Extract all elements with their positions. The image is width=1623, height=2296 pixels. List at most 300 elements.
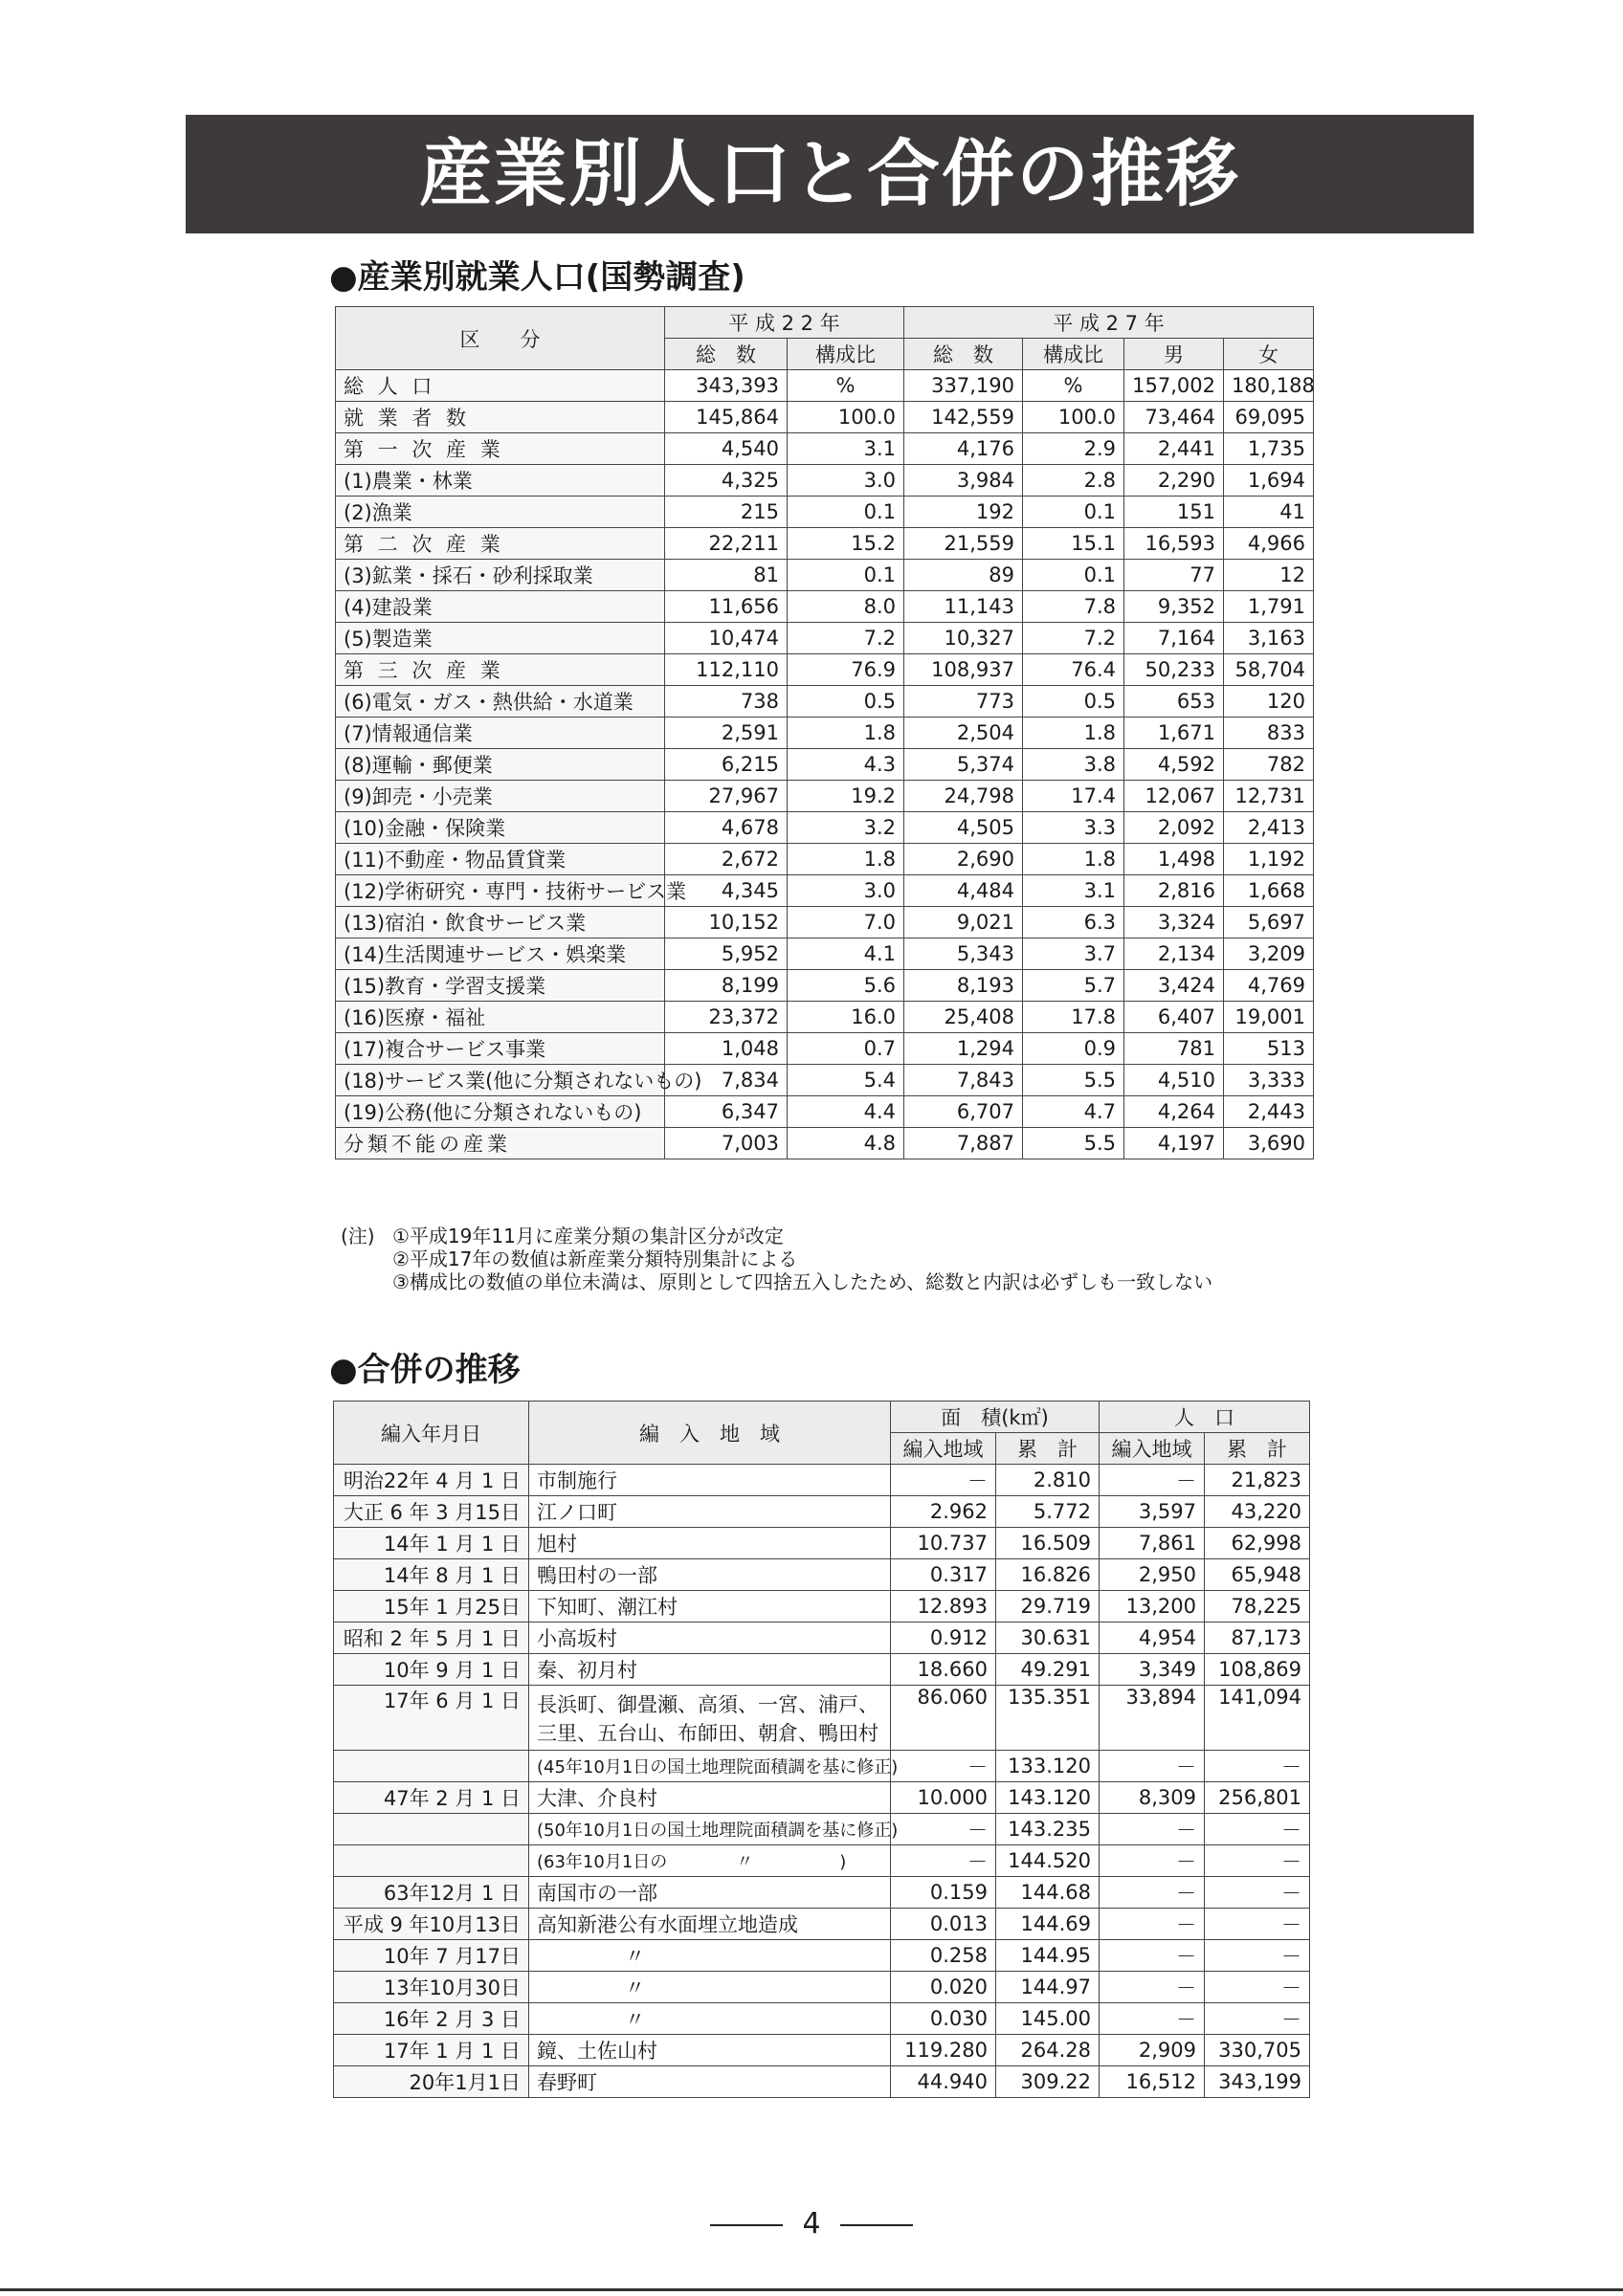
h27-female: 12 [1224, 560, 1314, 591]
h27-female: 833 [1224, 718, 1314, 749]
h27-total: 4,484 [904, 875, 1023, 907]
h27-ratio: 0.1 [1023, 497, 1124, 528]
merger-a-cum: 144.97 [996, 1972, 1100, 2003]
merger-a-cum: 5.772 [996, 1496, 1100, 1528]
h27-female: 2,413 [1224, 812, 1314, 844]
merger-a-in: 18.660 [891, 1654, 996, 1686]
bottom-rule [0, 2288, 1623, 2291]
table-row [336, 528, 1314, 560]
h22-ratio: 3.0 [788, 465, 904, 497]
h22-total: 4,325 [665, 465, 788, 497]
page-title-banner [186, 115, 1474, 233]
h27-male: 2,134 [1124, 938, 1224, 970]
h27-male: 6,407 [1124, 1002, 1224, 1033]
h27-male: 3,324 [1124, 907, 1224, 938]
table-row [334, 1972, 1310, 2003]
h22-total: 5,952 [665, 938, 788, 970]
table-row [334, 1940, 1310, 1972]
industry-label: (3)鉱業・採石・砂利採取業 [336, 560, 665, 591]
table-row [336, 1065, 1314, 1096]
merger-a-in: 10.737 [891, 1528, 996, 1559]
merger-p-cum: － [1205, 1877, 1310, 1909]
header-kubun: 区 分 [336, 307, 665, 370]
merger-p-in: － [1100, 1751, 1205, 1782]
merger-area [529, 1751, 899, 1782]
page-title: 産業別人口と合併の推移 [419, 131, 1240, 216]
table-row [334, 2003, 1310, 2035]
h27-female: 3,163 [1224, 623, 1314, 654]
merger-p-in: － [1100, 1877, 1205, 1909]
industry-label: (19)公務(他に分類されないもの) [336, 1096, 665, 1128]
h27-male: 653 [1124, 686, 1224, 718]
table-row [336, 875, 1314, 907]
employment-table [335, 306, 1314, 1159]
h27-ratio: 17.8 [1023, 1002, 1124, 1033]
merger-area-line-2: 三里、五台山、布師田、朝倉、鴨田村 [537, 1721, 878, 1745]
industry-label: 総 人 口 [336, 370, 665, 402]
industry-label: (11)不動産・物品賃貸業 [336, 844, 665, 875]
header-area-added: 編入地域 [891, 1433, 996, 1465]
table-row [334, 2066, 1310, 2098]
merger-area [529, 1654, 891, 1686]
table-row [336, 907, 1314, 938]
table-row [334, 2035, 1310, 2066]
h22-ratio: 4.1 [788, 938, 904, 970]
merger-p-cum: 108,869 [1205, 1654, 1310, 1686]
table-row [336, 938, 1314, 970]
h27-male: 781 [1124, 1033, 1224, 1065]
merger-p-cum: － [1205, 1814, 1310, 1845]
merger-a-in: 119.280 [891, 2035, 996, 2066]
merger-p-in: 16,512 [1100, 2066, 1205, 2098]
merger-date [334, 1751, 529, 1782]
table-row [334, 1782, 1310, 1814]
h27-total: 21,559 [904, 528, 1023, 560]
h22-ratio: 3.0 [788, 875, 904, 907]
merger-p-cum: 330,705 [1205, 2035, 1310, 2066]
h22-total: 7,003 [665, 1128, 788, 1159]
h27-female: 5,697 [1224, 907, 1314, 938]
merger-area-line: 長浜町、御畳瀬、高須、一宮、浦戸、 [537, 1692, 878, 1716]
h27-female: 2,443 [1224, 1096, 1314, 1128]
h22-ratio: 5.6 [788, 970, 904, 1002]
industry-label: 第 三 次 産 業 [336, 654, 665, 686]
table-row [336, 623, 1314, 654]
merger-a-cum: 144.68 [996, 1877, 1100, 1909]
h27-ratio: 1.8 [1023, 844, 1124, 875]
page-number-text: 4 [802, 2207, 821, 2241]
h27-male: 151 [1124, 497, 1224, 528]
h27-female: 120 [1224, 686, 1314, 718]
h27-ratio: 3.7 [1023, 938, 1124, 970]
h27-male: 157,002 [1124, 370, 1224, 402]
h27-ratio: 1.8 [1023, 718, 1124, 749]
merger-date: 昭和 2 年 5 月 1 日 [334, 1623, 529, 1654]
table-row [336, 465, 1314, 497]
h27-ratio: 3.1 [1023, 875, 1124, 907]
h27-total: 6,707 [904, 1096, 1023, 1128]
merger-p-cum: － [1205, 1972, 1310, 2003]
header-area: 編 入 地 域 [529, 1402, 891, 1465]
h27-total: 2,504 [904, 718, 1023, 749]
header-menseki: 面 積(k㎡) [891, 1402, 1100, 1433]
h27-female: 782 [1224, 749, 1314, 781]
h27-ratio: 17.4 [1023, 781, 1124, 812]
industry-label: (13)宿泊・飲食サービス業 [336, 907, 665, 938]
header-date: 編入年月日 [334, 1402, 529, 1465]
merger-a-cum: 143.235 [996, 1814, 1100, 1845]
h27-male: 4,510 [1124, 1065, 1224, 1096]
merger-a-cum: 144.69 [996, 1909, 1100, 1940]
merger-area-line: 高知新港公有水面埋立地造成 [537, 1913, 798, 1936]
merger-p-cum: 78,225 [1205, 1591, 1310, 1623]
merger-a-in: － [891, 1465, 996, 1496]
merger-area-line: 秦、初月村 [537, 1659, 637, 1682]
merger-a-cum: 143.120 [996, 1782, 1100, 1814]
merger-area [529, 1528, 891, 1559]
merger-p-in: 7,861 [1100, 1528, 1205, 1559]
merger-area-line: 春野町 [537, 2071, 597, 2094]
h27-ratio: 2.9 [1023, 433, 1124, 465]
h27-female: 180,188 [1224, 370, 1314, 402]
merger-date: 63年12月 1 日 [334, 1877, 529, 1909]
h27-male: 4,197 [1124, 1128, 1224, 1159]
h27-total: 4,505 [904, 812, 1023, 844]
merger-p-in: 4,954 [1100, 1623, 1205, 1654]
h27-total: 11,143 [904, 591, 1023, 623]
merger-a-cum: 133.120 [996, 1751, 1100, 1782]
merger-p-in: － [1100, 2003, 1205, 2035]
h27-female: 1,668 [1224, 875, 1314, 907]
merger-p-cum: － [1205, 1751, 1310, 1782]
note-3: ③構成比の数値の単位未満は、原則として四捨五入したため、総数と内訳は必ずしも一致しない [392, 1270, 1213, 1293]
merger-p-cum: 43,220 [1205, 1496, 1310, 1528]
table-row [336, 591, 1314, 623]
h22-total: 81 [665, 560, 788, 591]
merger-area-line: 下知町、潮江村 [537, 1596, 678, 1619]
table-row [334, 1528, 1310, 1559]
merger-date [334, 1814, 529, 1845]
merger-area [529, 1909, 891, 1940]
h22-ratio: 1.8 [788, 844, 904, 875]
h27-total: 3,984 [904, 465, 1023, 497]
h27-ratio: 3.8 [1023, 749, 1124, 781]
merger-p-in: － [1100, 1909, 1205, 1940]
merger-a-cum: 49.291 [996, 1654, 1100, 1686]
merger-p-cum: － [1205, 2003, 1310, 2035]
table-row [334, 1909, 1310, 1940]
merger-date: 14年 1 月 1 日 [334, 1528, 529, 1559]
merger-a-in: － [891, 1845, 996, 1877]
industry-label: (4)建設業 [336, 591, 665, 623]
merger-p-in: 33,894 [1100, 1686, 1205, 1751]
industry-label: (14)生活関連サービス・娯楽業 [336, 938, 665, 970]
h27-total: 337,190 [904, 370, 1023, 402]
merger-date: 10年 9 月 1 日 [334, 1654, 529, 1686]
h27-total: 8,193 [904, 970, 1023, 1002]
merger-p-in: － [1100, 1940, 1205, 1972]
footnotes [341, 1225, 1212, 1293]
h22-total: 4,345 [665, 875, 788, 907]
note-2: ②平成17年の数値は新産業分類特別集計による [392, 1247, 798, 1270]
h22-ratio: 0.1 [788, 497, 904, 528]
note-mark: (注) [341, 1225, 375, 1247]
merger-a-cum: 2.810 [996, 1465, 1100, 1496]
h27-male: 12,067 [1124, 781, 1224, 812]
h22-total: 2,672 [665, 844, 788, 875]
merger-area-line: 〃 [625, 2008, 645, 2031]
merger-area [529, 2066, 891, 2098]
table-row [336, 370, 1314, 402]
h27-female: 1,192 [1224, 844, 1314, 875]
table-row [334, 1623, 1310, 1654]
merger-area-line: (45年10月1日の国土地理院面積調を基に修正) [537, 1757, 899, 1777]
merger-date: 16年 2 月 3 日 [334, 2003, 529, 2035]
merger-area [529, 1877, 891, 1909]
header-h22-ratio: 構成比 [788, 339, 904, 370]
industry-label: (8)運輸・郵便業 [336, 749, 665, 781]
merger-p-in: 8,309 [1100, 1782, 1205, 1814]
h27-female: 69,095 [1224, 402, 1314, 433]
merger-p-in: 2,909 [1100, 2035, 1205, 2066]
table-row [336, 749, 1314, 781]
h27-male: 2,816 [1124, 875, 1224, 907]
merger-p-in: 13,200 [1100, 1591, 1205, 1623]
merger-table [333, 1401, 1310, 2098]
h27-ratio: 5.5 [1023, 1128, 1124, 1159]
merger-a-cum: 145.00 [996, 2003, 1100, 2035]
h22-total: 6,215 [665, 749, 788, 781]
h27-total: 9,021 [904, 907, 1023, 938]
h22-ratio: 4.3 [788, 749, 904, 781]
merger-area [529, 1465, 891, 1496]
merger-date: 大正 6 年 3 月15日 [334, 1496, 529, 1528]
h22-ratio: 3.2 [788, 812, 904, 844]
h27-total: 1,294 [904, 1033, 1023, 1065]
merger-a-in: － [891, 1814, 996, 1845]
table-row [336, 1128, 1314, 1159]
h27-total: 25,408 [904, 1002, 1023, 1033]
h27-male: 16,593 [1124, 528, 1224, 560]
table-row [336, 718, 1314, 749]
merger-area [529, 1591, 891, 1623]
merger-a-in: 0.013 [891, 1909, 996, 1940]
h27-male: 1,671 [1124, 718, 1224, 749]
h22-total: 27,967 [665, 781, 788, 812]
merger-a-in: 0.912 [891, 1623, 996, 1654]
h27-ratio: 76.4 [1023, 654, 1124, 686]
h27-ratio: 0.5 [1023, 686, 1124, 718]
industry-label: (9)卸売・小売業 [336, 781, 665, 812]
h27-ratio: 5.7 [1023, 970, 1124, 1002]
table-row [336, 654, 1314, 686]
h22-ratio: 100.0 [788, 402, 904, 433]
header-h22: 平 成 2 2 年 [665, 307, 904, 339]
h27-female: 4,966 [1224, 528, 1314, 560]
header-area-cumulative: 累 計 [996, 1433, 1100, 1465]
merger-area [529, 1623, 891, 1654]
merger-p-cum: 343,199 [1205, 2066, 1310, 2098]
merger-p-in: 3,597 [1100, 1496, 1205, 1528]
h27-total: 7,887 [904, 1128, 1023, 1159]
industry-label: (17)複合サービス事業 [336, 1033, 665, 1065]
merger-area-line: 鏡、土佐山村 [537, 2040, 657, 2063]
table-row [336, 1002, 1314, 1033]
h22-total: 11,656 [665, 591, 788, 623]
merger-p-cum: 65,948 [1205, 1559, 1310, 1591]
table-row [334, 1591, 1310, 1623]
merger-a-cum: 144.95 [996, 1940, 1100, 1972]
merger-a-in: 0.258 [891, 1940, 996, 1972]
table-row [336, 497, 1314, 528]
industry-label: (2)漁業 [336, 497, 665, 528]
note-1: ①平成19年11月に産業分類の集計区分が改定 [392, 1225, 784, 1247]
table-row [336, 433, 1314, 465]
merger-area-line: 江ノ口町 [537, 1501, 617, 1524]
h27-ratio: 15.1 [1023, 528, 1124, 560]
page-number-dash-right [840, 2224, 913, 2226]
h27-total: 2,690 [904, 844, 1023, 875]
header-female: 女 [1224, 339, 1314, 370]
h27-ratio: 7.8 [1023, 591, 1124, 623]
merger-area-line: 小高坂村 [537, 1627, 617, 1650]
table-row [336, 812, 1314, 844]
h27-ratio: 100.0 [1023, 402, 1124, 433]
merger-area-line: 〃 [625, 1945, 645, 1968]
merger-a-in: 86.060 [891, 1686, 996, 1751]
industry-label: (6)電気・ガス・熱供給・水道業 [336, 686, 665, 718]
table-row [334, 1877, 1310, 1909]
industry-label: 第 一 次 産 業 [336, 433, 665, 465]
h22-total: 2,591 [665, 718, 788, 749]
table-row [334, 1751, 1310, 1782]
table-row [336, 970, 1314, 1002]
h27-male: 3,424 [1124, 970, 1224, 1002]
merger-a-in: 0.159 [891, 1877, 996, 1909]
header-h27: 平 成 2 7 年 [904, 307, 1314, 339]
merger-area-line: (63年10月1日の 〃 ) [537, 1852, 847, 1872]
table-row [334, 1686, 1310, 1751]
h22-ratio: 0.1 [788, 560, 904, 591]
merger-a-in: 44.940 [891, 2066, 996, 2098]
merger-p-cum: 141,094 [1205, 1686, 1310, 1751]
h27-female: 1,791 [1224, 591, 1314, 623]
table-row [334, 1654, 1310, 1686]
h22-ratio: 0.5 [788, 686, 904, 718]
h22-total: 112,110 [665, 654, 788, 686]
table-row [334, 1496, 1310, 1528]
merger-a-cum: 135.351 [996, 1686, 1100, 1751]
h22-total: 7,834 [665, 1065, 788, 1096]
h22-total: 343,393 [665, 370, 788, 402]
table-row [334, 1845, 1310, 1877]
h22-ratio: 0.7 [788, 1033, 904, 1065]
h22-ratio: 3.1 [788, 433, 904, 465]
industry-label: (16)医療・福祉 [336, 1002, 665, 1033]
h27-total: 4,176 [904, 433, 1023, 465]
merger-a-cum: 16.826 [996, 1559, 1100, 1591]
h27-ratio: 7.2 [1023, 623, 1124, 654]
h27-total: 142,559 [904, 402, 1023, 433]
h27-ratio: 6.3 [1023, 907, 1124, 938]
page-number-dash-left [710, 2224, 783, 2226]
header-pop-added: 編入地域 [1100, 1433, 1205, 1465]
merger-p-in: － [1100, 1972, 1205, 2003]
h27-female: 12,731 [1224, 781, 1314, 812]
h27-male: 50,233 [1124, 654, 1224, 686]
h27-female: 3,209 [1224, 938, 1314, 970]
merger-area-line: 南国市の一部 [537, 1882, 657, 1905]
merger-date [334, 1845, 529, 1877]
merger-area [529, 1814, 899, 1845]
merger-p-in: － [1100, 1845, 1205, 1877]
merger-date: 17年 6 月 1 日 [334, 1686, 529, 1751]
merger-date: 13年10月30日 [334, 1972, 529, 2003]
h27-female: 3,690 [1224, 1128, 1314, 1159]
merger-area [529, 1940, 891, 1972]
header-male: 男 [1124, 339, 1224, 370]
h22-total: 4,540 [665, 433, 788, 465]
h27-male: 7,164 [1124, 623, 1224, 654]
h27-male: 4,264 [1124, 1096, 1224, 1128]
industry-label: 第 二 次 産 業 [336, 528, 665, 560]
h27-female: 4,769 [1224, 970, 1314, 1002]
h27-female: 1,694 [1224, 465, 1314, 497]
industry-label: (5)製造業 [336, 623, 665, 654]
merger-date: 14年 8 月 1 日 [334, 1559, 529, 1591]
merger-a-cum: 144.520 [996, 1845, 1100, 1877]
h27-ratio: 3.3 [1023, 812, 1124, 844]
h22-ratio: 8.0 [788, 591, 904, 623]
h27-female: 513 [1224, 1033, 1314, 1065]
page-number [0, 2205, 1623, 2243]
h22-ratio: 7.2 [788, 623, 904, 654]
merger-p-in: 3,349 [1100, 1654, 1205, 1686]
merger-p-in: － [1100, 1814, 1205, 1845]
industry-label: (10)金融・保険業 [336, 812, 665, 844]
header-pop-cumulative: 累 計 [1205, 1433, 1310, 1465]
h22-total: 23,372 [665, 1002, 788, 1033]
table-row [334, 1559, 1310, 1591]
table-row [336, 402, 1314, 433]
h22-total: 4,678 [665, 812, 788, 844]
h27-total: 24,798 [904, 781, 1023, 812]
merger-p-cum: － [1205, 1940, 1310, 1972]
merger-p-cum: － [1205, 1909, 1310, 1940]
merger-area [529, 1845, 891, 1877]
merger-p-cum: 87,173 [1205, 1623, 1310, 1654]
merger-area-line: 鴨田村の一部 [537, 1564, 657, 1587]
h22-total: 10,152 [665, 907, 788, 938]
header-h27-ratio: 構成比 [1023, 339, 1124, 370]
h27-male: 9,352 [1124, 591, 1224, 623]
merger-a-in: 2.962 [891, 1496, 996, 1528]
merger-area-line: 市制施行 [537, 1469, 617, 1492]
h27-ratio: 0.9 [1023, 1033, 1124, 1065]
h22-ratio: 15.2 [788, 528, 904, 560]
merger-area [529, 1686, 891, 1751]
table-row [336, 686, 1314, 718]
merger-area-line: 大津、介良村 [537, 1787, 657, 1810]
h22-total: 145,864 [665, 402, 788, 433]
merger-area [529, 1496, 891, 1528]
h22-ratio: 5.4 [788, 1065, 904, 1096]
merger-area [529, 1782, 891, 1814]
table-row [336, 1033, 1314, 1065]
h27-ratio: 4.7 [1023, 1096, 1124, 1128]
merger-a-in: 10.000 [891, 1782, 996, 1814]
h22-ratio: 1.8 [788, 718, 904, 749]
